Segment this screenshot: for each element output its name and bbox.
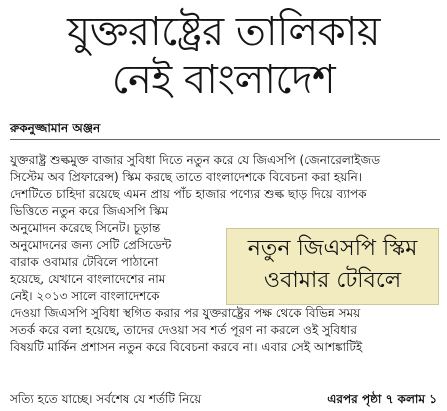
byline-rule: [10, 139, 440, 140]
body-line: সিস্টেম অব প্রিফারেন্স) স্কিম করছে তাতে বাংলাদেশকে বিবেচনা করা হয়নি।: [10, 170, 363, 184]
headline-line-1: যুক্তরাষ্ট্রের তালিকায়: [67, 9, 380, 55]
body-line: ভিত্তিতে নতুন করে জিএসপি স্কিম: [10, 204, 169, 218]
continuation-note: এরপর পৃষ্ঠা ৭ কলাম ১: [327, 392, 437, 406]
body-line: অনুমোদন করেছে সিনেট। চূড়ান্ত: [10, 221, 161, 235]
pull-quote-line-1: নতুন জিএসপি স্কিম: [247, 236, 418, 261]
byline: রুকনুজ্জামান অঞ্জন: [10, 121, 101, 135]
body-line: দেওয়া জিএসপি সুবিধা স্থগিত করার পর যুক্তরাষ্ট্রের পক্ষ থেকে বিভিন্ন সময়: [10, 306, 361, 320]
body-line: অনুমোদনের জন্য সেটি প্রেসিডেন্ট: [10, 238, 172, 252]
headline: [0, 8, 447, 104]
body-line: হয়েছে, যেখানে বাংলাদেশের নাম: [10, 272, 166, 286]
body-line: যুক্তরাষ্ট্র শুল্কমুক্ত বাজার সুবিধা দিতে নতুন করে যে জিএসপি (জেনারেলাইজড: [10, 153, 381, 167]
body-line: সত্যি হতে যাচ্ছে। সর্বশেষ যে শর্তটি নিয়ে: [10, 392, 202, 406]
body-line: দেশটিতে চাহিদা রয়েছে এমন প্রায় পাঁচ হাজার পণ্যের শুল্ক ছাড় দিয়ে ব্যাপক: [10, 187, 367, 201]
pull-quote-line-2: ওবামার টেবিলে: [263, 268, 402, 293]
headline-line-2: নেই বাংলাদেশ: [111, 57, 336, 103]
body-line: বারাক ওবামার টেবিলে পাঠানো: [10, 255, 159, 269]
body-line: বিষয়টি মার্কিন প্রশাসন নতুন করে বিবেচনা করবে না। এবার সেই আশঙ্কাটিই: [10, 340, 363, 354]
pull-quote-box: [226, 228, 439, 305]
body-line: সতর্ক করে বলা হয়েছে, তাদের দেওয়া সব শর্ত পূরণ না করলে ওই সুবিধার: [10, 323, 357, 337]
body-line: নেই। ২০১৩ সালে বাংলাদেশকে: [10, 289, 160, 303]
